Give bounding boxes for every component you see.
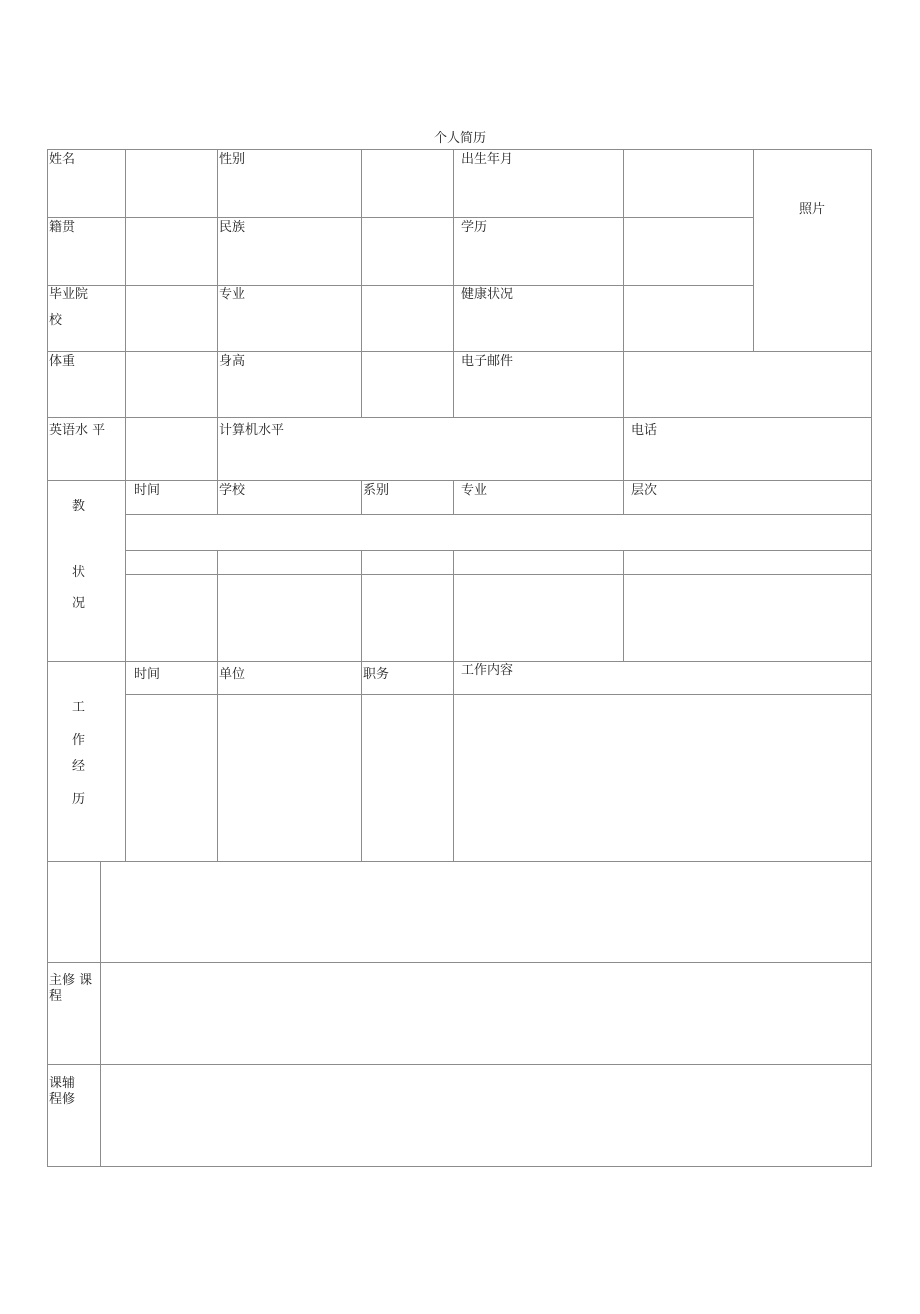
column-divider [361, 550, 362, 862]
column-divider [125, 149, 126, 862]
work-side-label: 经 [72, 759, 86, 774]
weight-label: 体重 [49, 354, 76, 369]
row-divider [125, 574, 872, 575]
name-label: 姓名 [49, 152, 76, 167]
column-divider [623, 149, 624, 514]
row-divider [125, 550, 872, 551]
row-divider [125, 694, 872, 695]
work-header-position: 职务 [363, 667, 390, 682]
page-title: 个人简历 [433, 131, 486, 146]
row-divider [47, 661, 872, 662]
edu-header-department: 系别 [363, 483, 390, 498]
row-divider [47, 351, 872, 352]
education-side-label: 况 [72, 596, 86, 611]
column-divider [361, 480, 362, 514]
photo-placeholder-label: 照片 [799, 202, 826, 217]
column-divider [453, 480, 454, 514]
work-header-employer: 单位 [219, 667, 246, 682]
education-side-label: 状 [72, 565, 86, 580]
work-side-label: 工 [72, 700, 86, 715]
edu-header-level: 层次 [631, 483, 658, 498]
phone-label: 电话 [631, 423, 658, 438]
column-divider [217, 550, 218, 862]
row-divider [125, 514, 872, 515]
ethnicity-label: 民族 [219, 220, 246, 235]
education-level-label: 学历 [461, 220, 488, 235]
column-divider [453, 550, 454, 862]
native-place-label: 籍贯 [49, 220, 76, 235]
row-divider [47, 217, 753, 218]
english-level-label: 英语水 平 [49, 423, 106, 438]
column-divider [361, 149, 362, 417]
row-divider [47, 480, 872, 481]
column-divider [623, 550, 624, 662]
row-divider [47, 962, 872, 963]
work-header-content: 工作内容 [461, 663, 514, 678]
edu-header-school: 学校 [219, 483, 246, 498]
edu-header-time: 时间 [134, 483, 161, 498]
work-side-label: 历 [72, 792, 86, 807]
email-label: 电子邮件 [461, 354, 514, 369]
minor-courses-label: 课辅程修 [49, 1076, 76, 1107]
column-divider [753, 149, 754, 352]
work-side-label: 作 [72, 733, 86, 748]
table-border-top [47, 149, 872, 150]
row-divider [47, 861, 872, 862]
graduated-school-label: 毕业院 [49, 287, 89, 302]
row-divider [47, 1064, 872, 1065]
graduated-school-label-suffix: 校 [49, 313, 63, 328]
column-divider [217, 149, 218, 514]
work-header-time: 时间 [134, 667, 161, 682]
birth-date-label: 出生年月 [461, 152, 514, 167]
column-divider [100, 861, 101, 1167]
height-label: 身高 [219, 354, 246, 369]
gender-label: 性别 [219, 152, 246, 167]
table-border-right [871, 149, 872, 1167]
table-border-bottom [47, 1166, 872, 1167]
edu-header-major: 专业 [461, 483, 488, 498]
main-courses-label: 主修 课程 [49, 973, 93, 1004]
health-label: 健康状况 [461, 287, 514, 302]
computer-level-label: 计算机水平 [219, 423, 285, 438]
table-border-left [47, 149, 48, 1167]
row-divider [47, 417, 872, 418]
column-divider [453, 149, 454, 417]
row-divider [47, 285, 753, 286]
education-side-label: 教 [72, 499, 86, 514]
major-label: 专业 [219, 287, 246, 302]
